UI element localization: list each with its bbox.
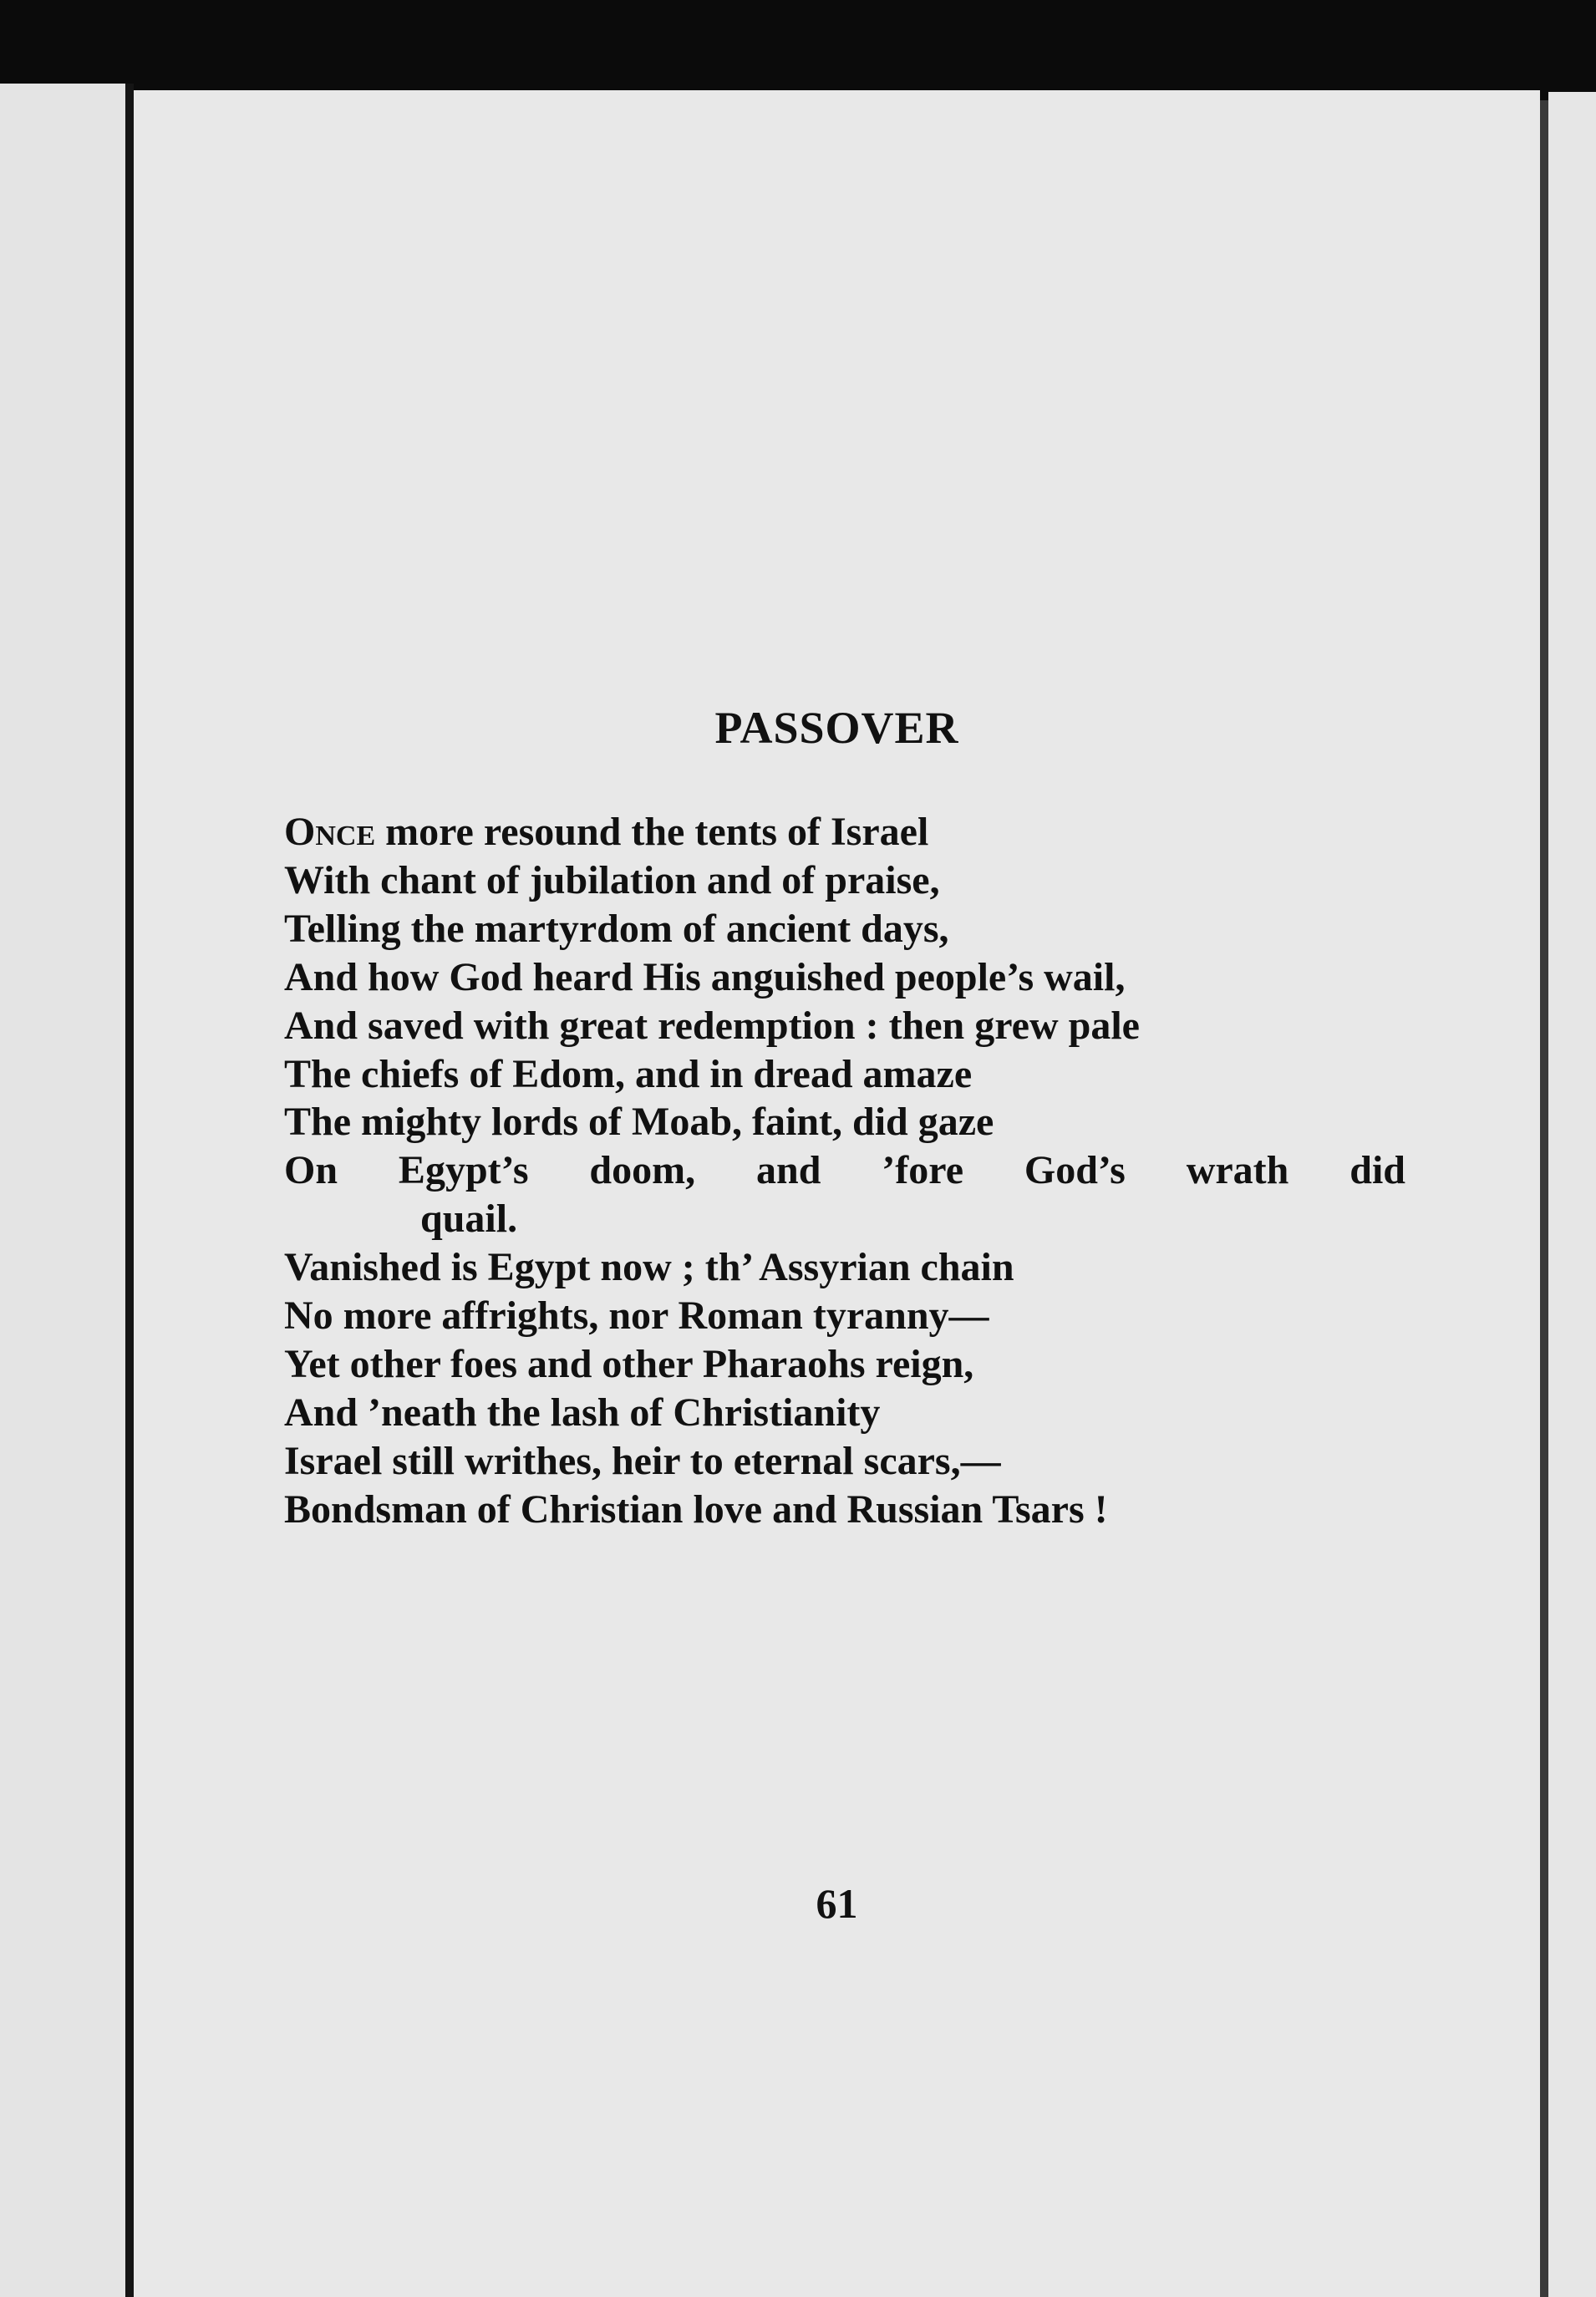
poem-line — [284, 808, 1412, 856]
facing-page-margin — [0, 84, 125, 2297]
poem-line: With chant of jubilation and of praise, — [284, 857, 940, 902]
right-margin-strip — [1548, 92, 1596, 2297]
poem-line-continuation: quail. — [420, 1197, 518, 1242]
poem-line: Yet other foes and other Pharaohs reign, — [284, 1341, 974, 1386]
poem-line: On Egypt’s doom, and ’fore God’s wrath did — [284, 1148, 1405, 1193]
page-right-edge — [1540, 100, 1548, 2297]
poem-line: Bondsman of Christian love and Russian Tsars ! — [284, 1486, 1108, 1532]
poem-line: And ’neath the lash of Christianity — [284, 1390, 881, 1435]
poem-first-line-text: more resound the tents of Israel — [375, 810, 929, 854]
page-number: 61 — [816, 1880, 858, 1927]
page-left-edge — [125, 84, 134, 2297]
poem-body — [284, 808, 1412, 1534]
poem-first-word: Once — [284, 810, 376, 854]
poem-line: Israel still writhes, heir to eternal scars,— — [284, 1438, 1001, 1483]
poem-line: Telling the martyrdom of ancient days, — [284, 906, 949, 951]
poem-line: The mighty lords of Moab, faint, did gaze — [284, 1100, 994, 1145]
poem-line: The chiefs of Edom, and in dread amaze — [284, 1051, 973, 1096]
poem-title: PASSOVER — [714, 703, 959, 753]
poem-line: And how God heard His anguished people’s wail, — [284, 954, 1126, 999]
poem-line: And saved with great redemption : then grew pale — [284, 1003, 1140, 1048]
book-page — [134, 90, 1540, 2297]
poem-line: No more affrights, nor Roman tyranny— — [284, 1293, 989, 1339]
poem-line: Vanished is Egypt now ; th’ Assyrian chain — [284, 1245, 1014, 1290]
